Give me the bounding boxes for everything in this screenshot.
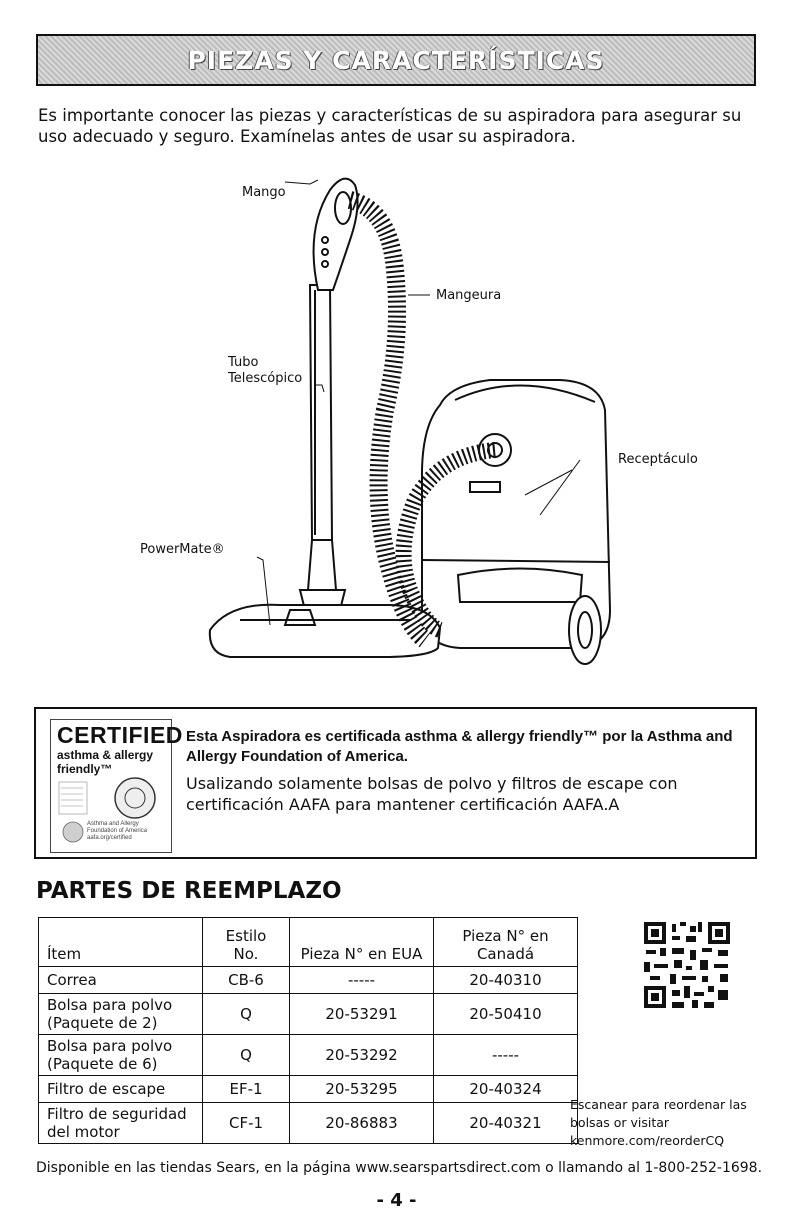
section-header-banner (36, 34, 756, 86)
table-header-row (39, 918, 578, 967)
col-header-canada: Pieza N° en Canadá (434, 918, 578, 967)
cell-usa: ----- (290, 967, 434, 994)
table-row (39, 1076, 578, 1103)
logo-line2-text: asthma & allergy (57, 748, 154, 762)
section-header-title: PIEZAS Y CARACTERÍSTICAS (187, 45, 605, 75)
cell-canada: 20-50410 (434, 994, 578, 1035)
cell-usa: 20-53291 (290, 994, 434, 1035)
col-header-style: Estilo No. (203, 918, 290, 967)
intro-paragraph: Es importante conocer las piezas y características de su aspiradora para asegurar su uso adecuado y seguro. Examínelas antes de usar su aspiradora. (38, 106, 742, 146)
certification-note: Usalizando solamente bolsas de polvo y filtros de escape con certificación AAFA para mantener certificación AAFA.A (186, 774, 678, 814)
cell-canada: ----- (434, 1035, 578, 1076)
table-row (39, 1103, 578, 1144)
table-row (39, 994, 578, 1035)
cell-usa: 20-53295 (290, 1076, 434, 1103)
page-number: - 4 - (376, 1190, 417, 1211)
cell-item: Filtro de seguridad del motor (39, 1103, 203, 1144)
replacement-parts-table (38, 917, 578, 1144)
cell-item: Bolsa para polvo (Paquete de 6) (39, 1035, 203, 1076)
table-row (39, 967, 578, 994)
cell-item: Correa (39, 967, 203, 994)
logo-certified-text: CERTIFIED (57, 722, 183, 748)
replacement-parts-title: PARTES DE REEMPLAZO (36, 878, 342, 904)
cell-style: EF-1 (203, 1076, 290, 1103)
footer-availability: Disponible en las tiendas Sears, en la página www.searspartsdirect.com o llamando al 1-800-252-1698. (36, 1160, 763, 1176)
col-header-item: Ítem (39, 918, 203, 967)
table-row (39, 1035, 578, 1076)
cell-usa: 20-53292 (290, 1035, 434, 1076)
aafa-certified-logo (50, 719, 183, 853)
logo-org-name: Asthma and Allergy Foundation of America (87, 821, 148, 834)
cell-canada: 20-40321 (434, 1103, 578, 1144)
certification-box (34, 707, 757, 859)
logo-org-text (87, 821, 167, 842)
cell-canada: 20-40324 (434, 1076, 578, 1103)
label-handle: Mango (242, 185, 286, 200)
logo-line3-text: friendly™ (57, 762, 113, 776)
cell-canada: 20-40310 (434, 967, 578, 994)
vacuum-drawing (140, 170, 740, 690)
cell-usa: 20-86883 (290, 1103, 434, 1144)
label-wand-line2: Telescópico (228, 371, 303, 386)
certification-statement: Esta Aspiradora es certificada asthma & allergy friendly™ por la Asthma and Allergy Foundation of America. (186, 728, 733, 765)
qr-code-icon[interactable] (642, 920, 732, 1010)
cell-item: Filtro de escape (39, 1076, 203, 1103)
col-header-usa: Pieza N° en EUA (290, 918, 434, 967)
qr-caption: Escanear para reordenar las bolsas or visitar kenmore.com/reorderCQ (570, 1097, 747, 1148)
label-receptacle: Receptáculo (618, 452, 698, 467)
logo-org-url: aafa.org/certified (87, 835, 132, 841)
cell-item: Bolsa para polvo (Paquete de 2) (39, 994, 203, 1035)
label-hose: Mangeura (436, 288, 502, 303)
cell-style: CF-1 (203, 1103, 290, 1144)
label-wand-line1: Tubo (228, 355, 259, 370)
cell-style: Q (203, 1035, 290, 1076)
label-powermate: PowerMate® (140, 542, 225, 557)
cell-style: Q (203, 994, 290, 1035)
cell-style: CB-6 (203, 967, 290, 994)
vacuum-illustration (140, 170, 740, 690)
